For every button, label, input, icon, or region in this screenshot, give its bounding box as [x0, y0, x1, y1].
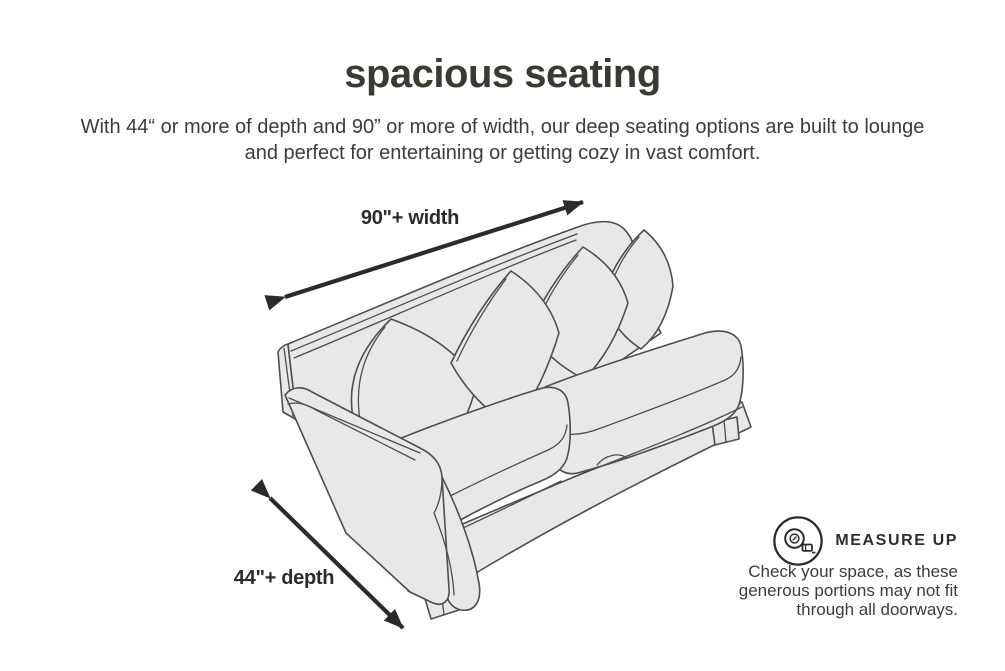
- measure-tape-icon: [772, 515, 824, 567]
- width-dimension-label: 90"+ width: [360, 207, 460, 229]
- measure-up-note-line: generous portions may not fit: [738, 581, 958, 600]
- subtitle-line-1: With 44“ or more of depth and 90” or more of width, our deep seating options are built to lounge: [80, 116, 925, 138]
- measure-up-title: MEASURE UP: [835, 532, 958, 549]
- page-title: spacious seating: [344, 52, 661, 96]
- measure-up-note-line: Check your space, as these: [748, 562, 958, 581]
- sofa-drawing: [278, 222, 751, 619]
- measure-up-callout: [700, 514, 958, 619]
- measure-up-header: [700, 514, 958, 568]
- measure-up-note-line: through all doorways.: [796, 600, 958, 619]
- depth-dimension-label: 44"+ depth: [233, 567, 335, 589]
- measure-up-note: [700, 562, 958, 619]
- subtitle-line-2: and perfect for entertaining or getting cozy in vast comfort.: [244, 142, 761, 164]
